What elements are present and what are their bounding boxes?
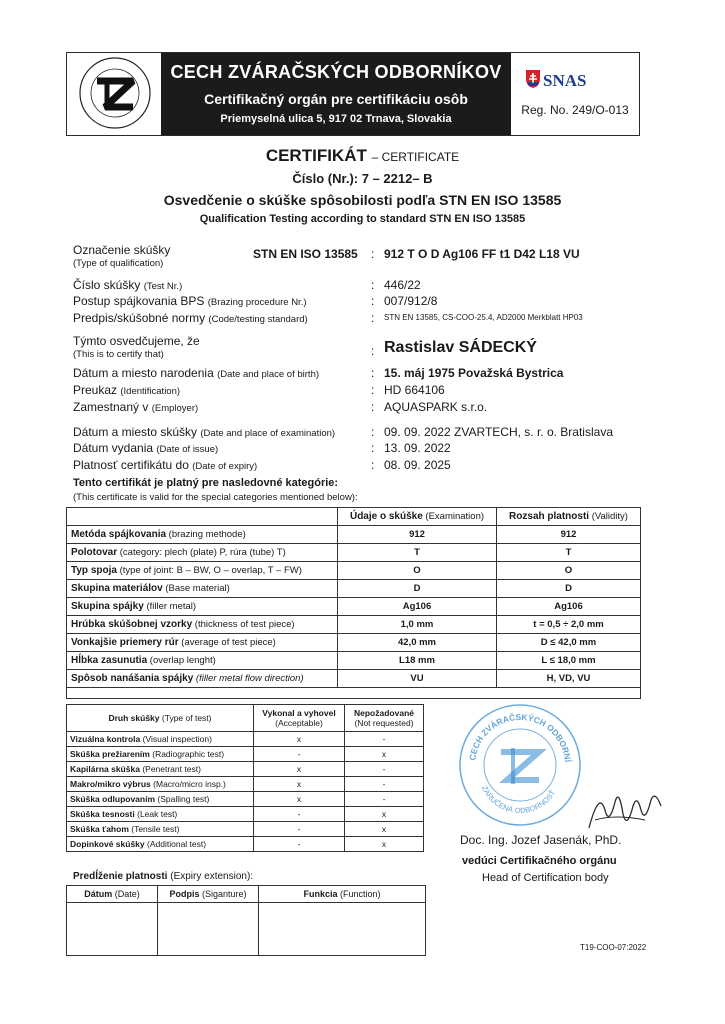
tests-header-nreq-sk: Nepožadované	[354, 708, 414, 718]
test-label	[67, 762, 254, 777]
row-label-sk: Polotovar	[71, 547, 118, 558]
tests-header-nreq	[345, 705, 424, 732]
test-label-sk: Makro/mikro výbrus	[70, 779, 151, 789]
expiry-extension-title-en: (Expiry extension):	[170, 871, 254, 882]
expiry-entry-row	[67, 903, 426, 956]
test-not-requested-mark: x	[345, 747, 424, 762]
test-label-en: (Visual inspection)	[142, 734, 212, 744]
row-label	[67, 616, 338, 634]
row-label	[67, 598, 338, 616]
row-validity-value: H, VD, VU	[497, 670, 641, 688]
test-label-en: (Radiographic test)	[152, 749, 225, 759]
birth-value: 15. máj 1975 Považská Bystrica	[384, 366, 564, 380]
exam-label	[73, 425, 335, 439]
expiry-header-row	[67, 886, 426, 903]
document-id: T19-COO-07:2022	[580, 943, 647, 952]
row-validity-value: Ag106	[497, 598, 641, 616]
header-cell-empty	[67, 508, 338, 526]
test-label	[67, 822, 254, 837]
birth-label-sk: Dátum a miesto narodenia	[73, 366, 214, 380]
table-row	[67, 747, 424, 762]
test-done-mark: x	[254, 777, 345, 792]
row-label	[67, 526, 338, 544]
row-label-en: (average of test piece)	[181, 637, 276, 648]
row-exam-value: 42,0 mm	[338, 634, 497, 652]
designation-label-sk: Označenie skúšky	[73, 243, 171, 257]
handwritten-signature	[585, 780, 665, 840]
employer-label-en: (Employer)	[151, 403, 199, 414]
expiry-col-sign-en: (Siganture)	[202, 889, 247, 899]
test-done-mark: x	[254, 762, 345, 777]
test-label	[67, 837, 254, 852]
test-label-en: (Leak test)	[137, 809, 178, 819]
table-row	[67, 837, 424, 852]
table-row	[67, 777, 424, 792]
test-label-sk: Vizuálna kontrola	[70, 734, 141, 744]
id-label	[73, 383, 180, 397]
row-label-en: (category: plech (plate) P, rúra (tube) T)	[119, 547, 286, 558]
test-not-requested-mark: -	[345, 732, 424, 747]
holder-name: Rastislav SÁDECKÝ	[384, 339, 537, 356]
table-row	[67, 526, 641, 544]
certificate-number: Číslo (Nr.): 7 – 2212– B	[292, 171, 433, 186]
test-label-sk: Skúška prežiarením	[70, 749, 150, 759]
test-done-mark: -	[254, 807, 345, 822]
test-label-sk: Dopinkové skúšky	[70, 839, 145, 849]
test-label-en: (Tensile test)	[131, 824, 180, 834]
designation-label	[73, 243, 170, 269]
row-validity-value: 912	[497, 526, 641, 544]
table-row	[67, 822, 424, 837]
test-label-sk: Skúška tesnosti	[70, 809, 135, 819]
row-exam-value: L18 mm	[338, 652, 497, 670]
table-row	[67, 544, 641, 562]
organization-name: CECH ZVÁRAČSKÝCH ODBORNÍKOV	[170, 62, 502, 82]
birth-label-en: (Date and place of birth)	[217, 369, 320, 380]
colon: :	[371, 441, 375, 455]
expiry-col-date-sk: Dátum	[84, 889, 113, 899]
row-exam-value: Ag106	[338, 598, 497, 616]
expiry-date-cell	[67, 903, 158, 956]
colon: :	[371, 247, 375, 261]
signatory-role-en: Head of Certification body	[482, 872, 609, 884]
exam-label-sk: Dátum a miesto skúšky	[73, 425, 198, 439]
expiry-col-date-en: (Date)	[114, 889, 140, 899]
row-label-sk: Hĺbka zasunutia	[71, 655, 148, 666]
certificate-title-en: – CERTIFICATE	[371, 150, 460, 164]
header-exam	[338, 508, 497, 526]
organization-subtitle: Certifikačný orgán pre certifikáciu osôb	[204, 91, 468, 107]
code-label-en: (Code/testing standard)	[208, 314, 308, 325]
categories-table	[66, 507, 641, 699]
row-exam-value: D	[338, 580, 497, 598]
row-label-en: (filler metal flow direction)	[195, 673, 304, 684]
colon: :	[371, 311, 375, 325]
employer-label-sk: Zamestnaný v	[73, 400, 149, 414]
row-label-sk: Spôsob nanášania spájky	[71, 673, 194, 684]
test-nr-label-sk: Číslo skúšky	[73, 278, 141, 292]
birth-label	[73, 366, 319, 380]
code-value: STN EN 13585, CS-COO-25.4, AD2000 Merkblatt HP03	[384, 313, 583, 322]
test-done-mark: x	[254, 792, 345, 807]
test-label	[67, 807, 254, 822]
row-exam-value: O	[338, 562, 497, 580]
designation-label-en: (Type of qualification)	[73, 258, 164, 269]
table-row	[67, 562, 641, 580]
certificate-subtitle-en: Qualification Testing according to standard STN EN ISO 13585	[199, 213, 526, 225]
test-not-requested-mark: -	[345, 762, 424, 777]
test-label-en: (Macro/micro insp.)	[153, 779, 226, 789]
expiry-label	[73, 458, 257, 472]
organization-seal-logo	[69, 55, 161, 131]
test-label-sk: Skúška ťahom	[70, 824, 129, 834]
issue-value: 13. 09. 2022	[384, 441, 451, 455]
exam-label-en: (Date and place of examination)	[200, 428, 336, 439]
table-footer-row	[67, 688, 641, 699]
validity-note-en: (This certificate is valid for the special categories mentioned below):	[73, 492, 358, 503]
designation-standard: STN EN ISO 13585	[253, 247, 358, 261]
exam-value: 09. 09. 2022 ZVARTECH, s. r. o. Bratislava	[384, 425, 613, 439]
table-row	[67, 807, 424, 822]
footer-cell	[67, 688, 641, 699]
table-row	[67, 598, 641, 616]
svg-text:ZARUČENÁ ODBORNOSŤ	[480, 784, 558, 815]
table-row	[67, 634, 641, 652]
table-row	[67, 762, 424, 777]
colon: :	[371, 344, 375, 358]
tests-header-type-en: (Type of test)	[161, 713, 212, 723]
registration-number: Reg. No. 249/O-013	[521, 103, 629, 117]
certify-label-en: (This is to certify that)	[73, 349, 164, 360]
test-label-en: (Spalling test)	[157, 794, 210, 804]
expiry-sign-cell	[158, 903, 259, 956]
test-done-mark: x	[254, 732, 345, 747]
row-label-en: (thickness of test piece)	[194, 619, 295, 630]
header-validity	[497, 508, 641, 526]
table-row	[67, 652, 641, 670]
tests-header-done-sk: Vykonal a vyhovel	[262, 708, 336, 718]
colon: :	[371, 400, 375, 414]
id-label-en: (Identification)	[120, 386, 181, 397]
organization-address: Priemyselná ulica 5, 917 02 Trnava, Slovakia	[220, 113, 452, 125]
test-done-mark: -	[254, 837, 345, 852]
test-label-sk: Skúška odlupovaním	[70, 794, 156, 804]
procedure-value: 007/912/8	[384, 294, 438, 308]
test-not-requested-mark: x	[345, 822, 424, 837]
row-validity-value: T	[497, 544, 641, 562]
colon: :	[371, 458, 375, 472]
row-validity-value: O	[497, 562, 641, 580]
tests-header-done	[254, 705, 345, 732]
row-label	[67, 544, 338, 562]
signatory-name: Doc. Ing. Jozef Jasenák, PhD.	[460, 833, 622, 847]
expiry-extension-table	[66, 885, 426, 956]
row-label	[67, 562, 338, 580]
tests-header-type	[67, 705, 254, 732]
row-label-en: (type of joint: B – BW, O – overlap, T – FW)	[119, 565, 302, 576]
expiry-extension-title-sk: Predĺženie platnosti	[73, 871, 168, 882]
employer-label	[73, 400, 198, 414]
test-label	[67, 777, 254, 792]
colon: :	[371, 278, 375, 292]
row-label-sk: Vonkajšie priemery rúr	[71, 637, 179, 648]
test-nr-value: 446/22	[384, 278, 421, 292]
table-row	[67, 732, 424, 747]
header-exam-en: (Examination)	[425, 511, 485, 522]
certify-label	[73, 334, 200, 360]
table-row	[67, 792, 424, 807]
procedure-label-sk: Postup spájkovania BPS	[73, 294, 205, 308]
tests-header-row	[67, 705, 424, 732]
expiry-col-function	[259, 886, 426, 903]
certificate-header	[66, 52, 640, 136]
row-validity-value: L ≤ 18,0 mm	[497, 652, 641, 670]
row-label-sk: Hrúbka skúšobnej vzorky	[71, 619, 193, 630]
row-label	[67, 670, 338, 688]
employer-value: AQUASPARK s.r.o.	[384, 400, 488, 414]
id-value: HD 664106	[384, 383, 445, 397]
test-not-requested-mark: -	[345, 777, 424, 792]
row-label-en: (brazing methode)	[168, 529, 246, 540]
header-validity-sk: Rozsah platnosti	[509, 511, 590, 522]
test-label-sk: Kapilárna skúška	[70, 764, 140, 774]
test-not-requested-mark: -	[345, 792, 424, 807]
row-label-sk: Skupina materiálov	[71, 583, 163, 594]
issue-label-en: (Date of issue)	[156, 444, 219, 455]
row-label-sk: Metóda spájkovania	[71, 529, 167, 540]
row-validity-value: D ≤ 42,0 mm	[497, 634, 641, 652]
row-label	[67, 580, 338, 598]
colon: :	[371, 366, 375, 380]
expiry-col-date	[67, 886, 158, 903]
row-validity-value: t = 0,5 ÷ 2,0 mm	[497, 616, 641, 634]
accreditation-box	[511, 53, 639, 135]
test-label-en: (Additional test)	[147, 839, 207, 849]
row-exam-value: 1,0 mm	[338, 616, 497, 634]
row-label-en: (overlap lenght)	[149, 655, 216, 666]
stamp-text-top: CECH ZVÁRAČSKÝCH ODBORNÍ	[467, 711, 573, 763]
organization-banner	[161, 53, 511, 135]
header-exam-sk: Údaje o skúške	[349, 511, 423, 522]
row-label-sk: Skupina spájky	[71, 601, 144, 612]
stamp-text-bottom: ZARUČENÁ ODBORNOSŤ	[479, 784, 558, 816]
expiry-value: 08. 09. 2025	[384, 458, 451, 472]
expiry-col-function-en: (Function)	[340, 889, 381, 899]
code-label	[73, 311, 308, 325]
row-label	[67, 634, 338, 652]
designation-value: 912 T O D Ag106 FF t1 D42 L18 VU	[384, 247, 580, 261]
id-label-sk: Preukaz	[73, 383, 118, 397]
test-label	[67, 792, 254, 807]
test-done-mark: -	[254, 822, 345, 837]
issue-label	[73, 441, 218, 455]
test-label-en: (Penetrant test)	[142, 764, 201, 774]
row-exam-value: VU	[338, 670, 497, 688]
snas-logo: SNAS	[543, 71, 587, 90]
colon: :	[371, 425, 375, 439]
test-not-requested-mark: x	[345, 807, 424, 822]
tests-header-type-sk: Druh skúšky	[108, 713, 160, 723]
header-validity-en: (Validity)	[591, 511, 628, 522]
certificate-title-sk: CERTIFIKÁT	[265, 146, 367, 165]
test-nr-label-en: (Test Nr.)	[143, 281, 183, 292]
test-done-mark: -	[254, 747, 345, 762]
certificate-subtitle: Osvedčenie o skúške spôsobilosti podľa STN EN ISO 13585	[163, 192, 562, 208]
tests-table	[66, 704, 424, 852]
table-row	[67, 580, 641, 598]
issue-label-sk: Dátum vydania	[73, 441, 154, 455]
certificate-title	[0, 146, 725, 166]
expiry-label-en: (Date of expiry)	[192, 461, 258, 472]
signatory-role: vedúci Certifikačného orgánu	[462, 855, 617, 867]
tests-header-nreq-en: (Not requested)	[354, 718, 414, 728]
procedure-label-en: (Brazing procedure Nr.)	[207, 297, 307, 308]
validity-note: Tento certifikát je platný pre nasledovné kategórie:	[73, 477, 339, 489]
table-row	[67, 616, 641, 634]
procedure-label	[73, 294, 307, 308]
official-stamp	[455, 700, 585, 830]
expiry-col-sign	[158, 886, 259, 903]
colon: :	[371, 294, 375, 308]
code-label-sk: Predpis/skúšobné normy	[73, 311, 206, 325]
row-exam-value: 912	[338, 526, 497, 544]
tests-header-done-en: (Acceptable)	[275, 718, 323, 728]
expiry-function-cell	[259, 903, 426, 956]
expiry-col-sign-sk: Podpis	[169, 889, 200, 899]
test-nr-label	[73, 278, 182, 292]
row-validity-value: D	[497, 580, 641, 598]
certify-label-sk: Týmto osvedčujeme, že	[73, 334, 200, 348]
colon: :	[371, 383, 375, 397]
test-label	[67, 732, 254, 747]
row-label-sk: Typ spoja	[71, 565, 117, 576]
table-row	[67, 670, 641, 688]
row-exam-value: T	[338, 544, 497, 562]
test-not-requested-mark: x	[345, 837, 424, 852]
row-label-en: (Base material)	[165, 583, 230, 594]
expiry-col-function-sk: Funkcia	[303, 889, 338, 899]
row-label-en: (filler metal)	[146, 601, 197, 612]
row-label	[67, 652, 338, 670]
test-label	[67, 747, 254, 762]
expiry-label-sk: Platnosť certifikátu do	[73, 458, 189, 472]
expiry-extension-title	[73, 871, 253, 882]
table-header-row	[67, 508, 641, 526]
slovak-shield-icon	[525, 69, 541, 89]
